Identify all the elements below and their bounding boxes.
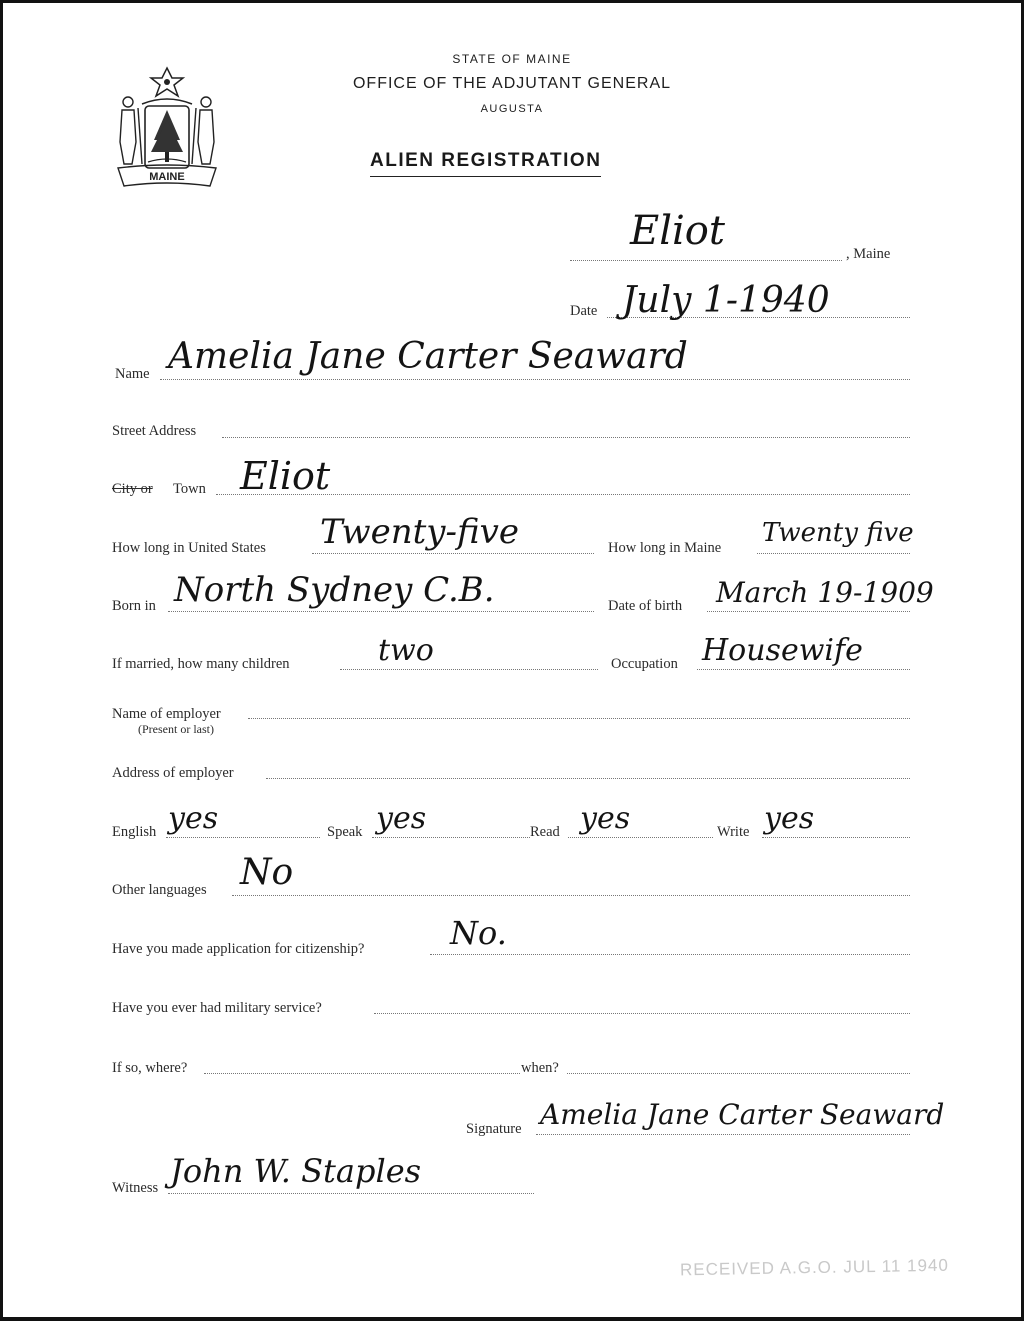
military-label: Have you ever had military service? <box>112 1000 322 1016</box>
write-label: Write <box>717 824 750 840</box>
children-label: If married, how many children <box>112 656 290 672</box>
city-struck-label: City or <box>112 481 153 497</box>
children-value: two <box>378 633 434 668</box>
signature-line <box>536 1134 910 1135</box>
read-value: yes <box>580 801 631 836</box>
speak-value: yes <box>376 801 427 836</box>
write-value: yes <box>764 801 815 836</box>
where-label: If so, where? <box>112 1060 188 1076</box>
when-line <box>567 1073 910 1074</box>
other-languages-line <box>232 895 910 896</box>
town-label: Town <box>173 481 206 497</box>
employer-address-line <box>266 778 910 779</box>
how-long-us-line <box>312 553 594 554</box>
english-line <box>166 837 320 838</box>
occupation-label: Occupation <box>611 656 678 672</box>
received-stamp: RECEIVED A.G.O. JUL 11 1940 <box>679 1255 950 1280</box>
date-value: July 1-1940 <box>622 280 830 321</box>
born-value: North Sydney C.B. <box>174 570 495 610</box>
where-line <box>204 1073 520 1074</box>
how-long-me-label: How long in Maine <box>608 540 722 556</box>
born-label: Born in <box>112 598 156 614</box>
read-line <box>568 837 713 838</box>
occupation-line <box>697 669 910 670</box>
read-label: Read <box>530 824 560 840</box>
dob-label: Date of birth <box>608 598 683 614</box>
street-label: Street Address <box>112 423 197 439</box>
place-suffix: , Maine <box>846 246 891 262</box>
witness-value: John W. Staples <box>170 1152 422 1190</box>
when-label: when? <box>521 1060 559 1076</box>
dob-line <box>707 611 910 612</box>
street-line <box>222 437 910 438</box>
english-label: English <box>112 824 157 840</box>
name-line <box>160 379 910 380</box>
place-value: Eliot <box>630 208 725 254</box>
form-title: ALIEN REGISTRATION <box>370 150 601 177</box>
citizenship-line <box>430 954 910 955</box>
svg-text:MAINE: MAINE <box>149 171 185 183</box>
military-line <box>374 1013 910 1014</box>
how-long-me-line <box>757 553 910 554</box>
other-languages-value: No <box>240 852 294 893</box>
speak-label: Speak <box>327 824 363 840</box>
employer-line <box>248 718 910 719</box>
born-line <box>168 611 594 612</box>
state-heading: STATE OF MAINE <box>452 52 572 66</box>
write-line <box>762 837 910 838</box>
occupation-value: Housewife <box>702 633 863 668</box>
citizenship-value: No. <box>450 914 507 952</box>
witness-label: Witness <box>112 1180 159 1196</box>
signature-label: Signature <box>466 1121 522 1137</box>
place-line <box>570 260 842 261</box>
how-long-us-label: How long in United States <box>112 540 266 556</box>
name-value: Amelia Jane Carter Seaward <box>168 336 688 377</box>
employer-sublabel: (Present or last) <box>138 722 214 736</box>
other-languages-label: Other languages <box>112 882 207 898</box>
english-value: yes <box>168 801 219 836</box>
employer-address-label: Address of employer <box>112 765 234 781</box>
citizenship-label: Have you made application for citizenship? <box>112 941 365 957</box>
speak-line <box>372 837 530 838</box>
name-label: Name <box>115 366 150 382</box>
city-heading: AUGUSTA <box>480 103 544 115</box>
employer-label: Name of employer <box>112 706 221 722</box>
children-line <box>340 669 598 670</box>
witness-line <box>168 1193 534 1194</box>
date-label: Date <box>570 303 598 319</box>
dob-value: March 19-1909 <box>716 576 934 609</box>
town-value: Eliot <box>240 454 331 498</box>
how-long-me-value: Twenty five <box>762 518 914 548</box>
office-heading: OFFICE OF THE ADJUTANT GENERAL <box>352 75 672 92</box>
signature-value: Amelia Jane Carter Seaward <box>540 1098 945 1131</box>
how-long-us-value: Twenty-five <box>320 512 519 552</box>
